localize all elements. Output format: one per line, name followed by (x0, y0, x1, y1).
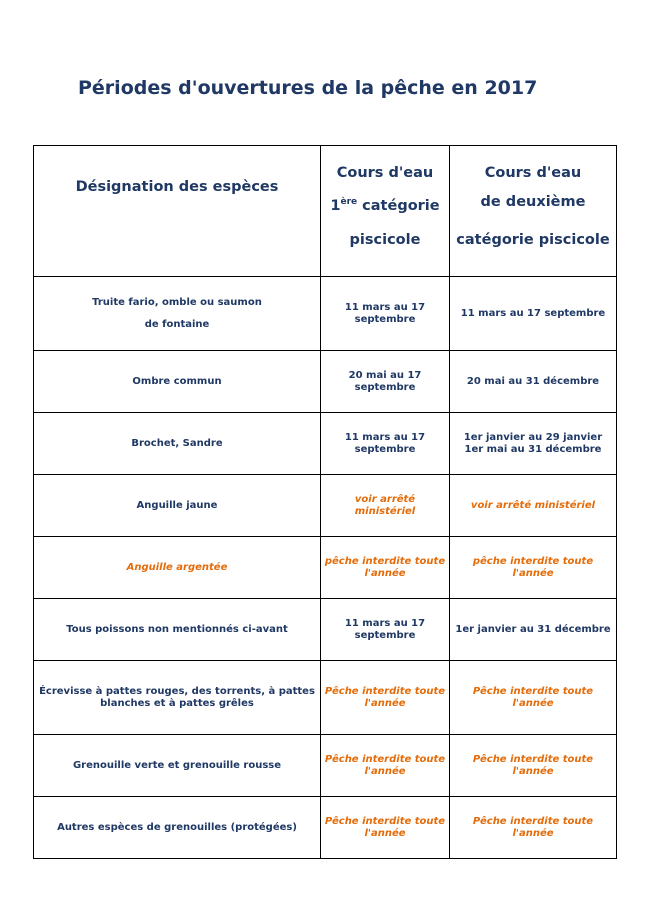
species-cell: Autres espèces de grenouilles (protégées) (34, 797, 321, 859)
table-row (34, 413, 617, 475)
species-cell: Écrevisse à pattes rouges, des torrents, à pattes blanches et à pattes grêles (34, 661, 321, 735)
category-1-cell: 11 mars au 17 septembre (321, 413, 450, 475)
header-category-2 (450, 146, 617, 277)
header-cat1-superscript: ère (340, 197, 358, 207)
category-1-cell: 20 mai au 17 septembre (321, 351, 450, 413)
species-line-2: de fontaine (144, 318, 210, 330)
category-2-cell (450, 413, 617, 475)
period-line-1: 1er janvier au 29 janvier (463, 431, 603, 443)
period-line-2: 1er mai au 31 décembre (464, 443, 602, 455)
header-cat1-line1: Cours d'eau (336, 165, 434, 181)
table-row (34, 537, 617, 599)
species-line-1: Truite fario, omble ou saumon (92, 296, 262, 308)
species-cell: Anguille argentée (34, 537, 321, 599)
species-cell: Anguille jaune (34, 475, 321, 537)
table-row (34, 475, 617, 537)
category-2-cell: pêche interdite toute l'année (450, 537, 617, 599)
category-1-cell: 11 mars au 17 septembre (321, 277, 450, 351)
category-2-cell: 1er janvier au 31 décembre (450, 599, 617, 661)
table-row (34, 351, 617, 413)
category-2-cell: Pêche interdite toute l'année (450, 797, 617, 859)
header-designation: Désignation des espèces (34, 146, 321, 277)
species-cell: Tous poissons non mentionnés ci-avant (34, 599, 321, 661)
species-cell: Ombre commun (34, 351, 321, 413)
table-row (34, 277, 617, 351)
species-cell (34, 277, 321, 351)
category-1-cell: Pêche interdite toute l'année (321, 797, 450, 859)
category-2-cell: voir arrêté ministériel (450, 475, 617, 537)
table-row (34, 661, 617, 735)
page-title: Périodes d'ouvertures de la pêche en 2017 (78, 77, 538, 99)
table-row (34, 797, 617, 859)
fishing-periods-table (33, 145, 617, 859)
category-2-cell: 11 mars au 17 septembre (450, 277, 617, 351)
category-2-cell: Pêche interdite toute l'année (450, 735, 617, 797)
header-cat2-line2: de deuxième (480, 194, 586, 210)
header-cat1-line3: piscicole (349, 232, 421, 248)
category-2-cell: 20 mai au 31 décembre (450, 351, 617, 413)
category-1-cell: voir arrêté ministériel (321, 475, 450, 537)
category-2-cell: Pêche interdite toute l'année (450, 661, 617, 735)
table-header-row (34, 146, 617, 277)
category-1-cell: Pêche interdite toute l'année (321, 735, 450, 797)
table-row (34, 599, 617, 661)
category-1-cell: Pêche interdite toute l'année (321, 661, 450, 735)
header-cat1-line2 (323, 183, 447, 221)
header-cat1-rest: catégorie (357, 197, 440, 214)
species-cell: Brochet, Sandre (34, 413, 321, 475)
category-1-cell: 11 mars au 17 septembre (321, 599, 450, 661)
header-cat2-line3: catégorie piscicole (456, 232, 610, 248)
header-cat1-number: 1 (330, 197, 341, 214)
table-row (34, 735, 617, 797)
species-cell: Grenouille verte et grenouille rousse (34, 735, 321, 797)
header-category-1 (321, 146, 450, 277)
header-cat2-line1: Cours d'eau (484, 165, 582, 181)
category-1-cell: pêche interdite toute l'année (321, 537, 450, 599)
